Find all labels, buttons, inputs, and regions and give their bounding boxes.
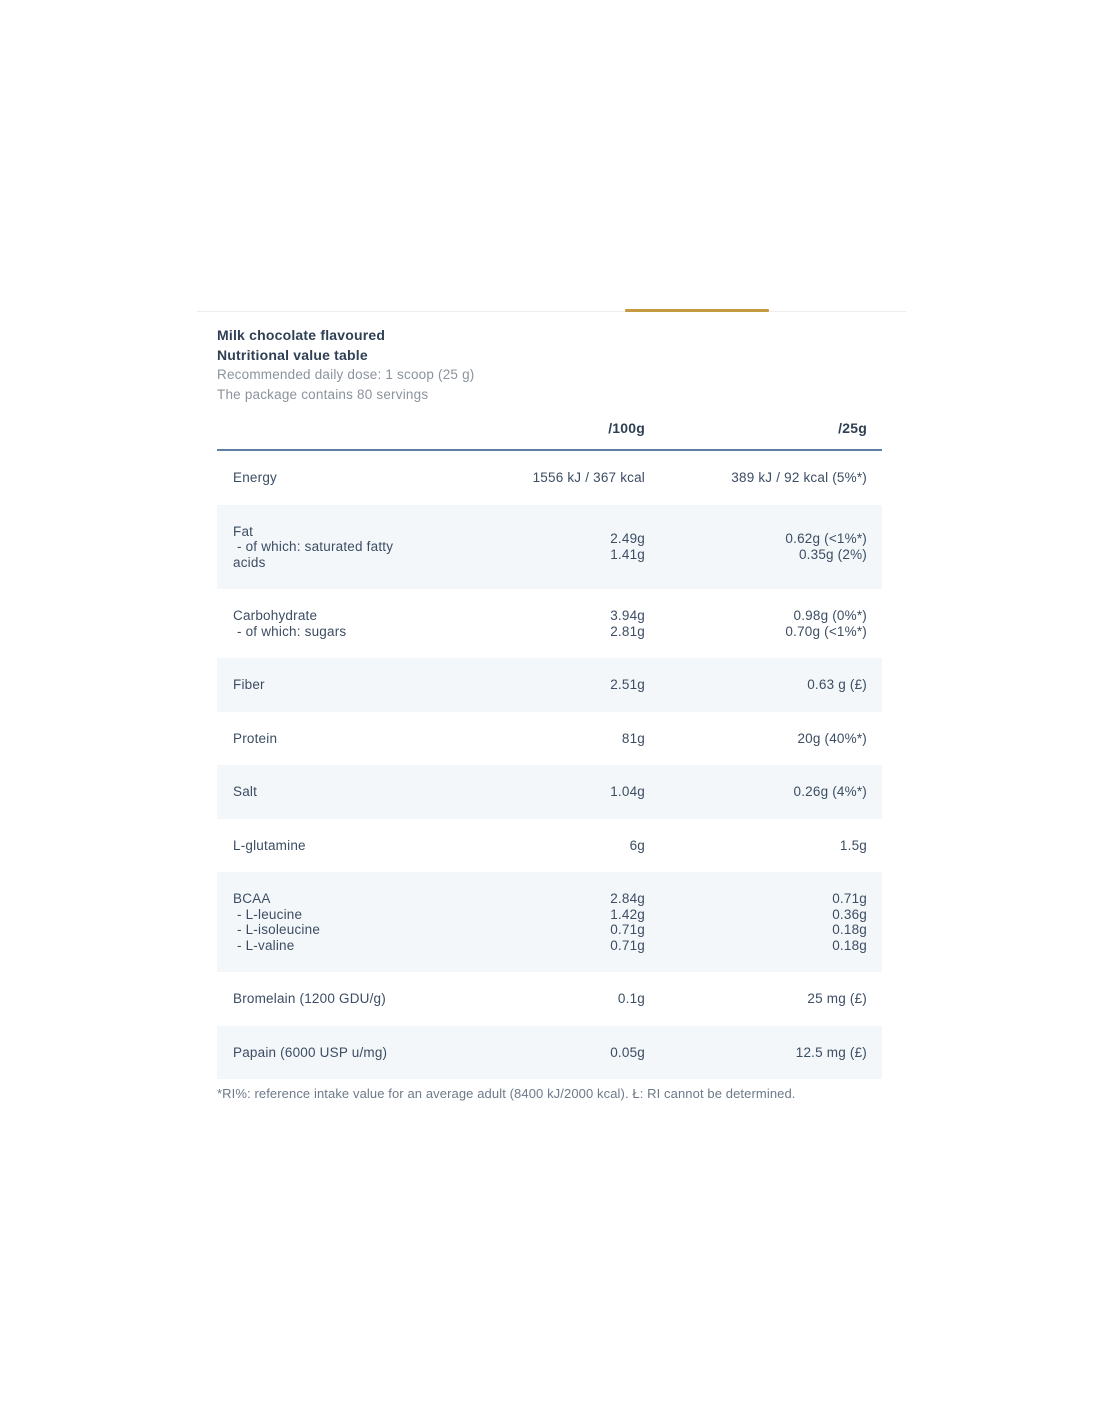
row-value-per-100g: 2.84g 1.42g 0.71g 0.71g (610, 891, 645, 953)
row-value-per-100g: 6g (629, 837, 645, 853)
row-value-per-100g: 3.94g 2.81g (610, 608, 645, 639)
row-value-per-25g: 0.62g (<1%*) 0.35g (2%) (785, 531, 867, 562)
row-value-per-25g: 0.71g 0.36g 0.18g 0.18g (832, 891, 867, 953)
row-value-per-25g: 0.63 g (£) (807, 677, 867, 692)
row-value-per-25g: 1.5g (839, 837, 867, 853)
row-label: Fat - of which: saturated fatty acids (233, 523, 394, 570)
row-value-per-25g: 25 mg (£) (807, 991, 867, 1006)
row-value-per-25g: 0.98g (0%*) 0.70g (<1%*) (785, 608, 867, 639)
table-row (217, 1026, 882, 1080)
row-label: BCAA - L-leucine - L-isoleucine - L-valine (233, 891, 321, 953)
row-value-per-100g: 2.49g 1.41g (610, 531, 645, 562)
nutrition-table-body (217, 451, 882, 1079)
table-header-row (217, 408, 882, 451)
row-label: Salt (233, 784, 258, 799)
row-value-per-100g: 81g (621, 730, 645, 746)
section-divider-line (197, 311, 906, 312)
row-label: Bromelain (1200 GDU/g) (233, 991, 386, 1006)
table-row (217, 505, 882, 590)
table-row (217, 589, 882, 658)
row-label: Carbohydrate - of which: sugars (233, 608, 347, 639)
flavour-title: Milk chocolate flavoured (217, 327, 386, 343)
row-label: Fiber (233, 677, 265, 692)
row-value-per-100g: 1556 kJ / 367 kcal (532, 470, 645, 485)
row-value-per-100g: 0.05g (610, 1044, 645, 1060)
servings-text: The package contains 80 servings (217, 386, 429, 402)
row-value-per-25g: 389 kJ / 92 kcal (5%*) (731, 470, 867, 485)
reference-intake-footnote: *RI%: reference intake value for an average adult (8400 kJ/2000 kcal). Ł: RI cannot be determined. (217, 1086, 796, 1101)
row-value-per-25g: 0.26g (4%*) (793, 784, 867, 799)
table-row (217, 451, 882, 505)
table-row (217, 972, 882, 1026)
table-row (217, 712, 882, 766)
table-row (217, 872, 882, 972)
active-tab-underline-indicator (625, 309, 769, 312)
row-value-per-25g: 12.5 mg (£) (795, 1044, 867, 1060)
table-title: Nutritional value table (217, 346, 368, 363)
column-header-25g: /25g (838, 420, 867, 436)
row-label: Papain (6000 USP u/mg) (233, 1044, 388, 1060)
row-value-per-25g: 20g (40%*) (797, 730, 867, 746)
row-value-per-100g: 0.1g (617, 991, 645, 1006)
row-label: L-glutamine (233, 837, 306, 853)
table-row (217, 819, 882, 873)
recommended-dose-text: Recommended daily dose: 1 scoop (25 g) (217, 367, 475, 382)
row-value-per-100g: 2.51g (610, 677, 645, 692)
row-value-per-100g: 1.04g (610, 784, 645, 799)
row-label: Energy (233, 470, 277, 485)
column-header-100g: /100g (608, 420, 645, 436)
row-label: Protein (233, 730, 278, 746)
nutrition-section (217, 326, 882, 1102)
table-row (217, 765, 882, 819)
table-row (217, 658, 882, 712)
